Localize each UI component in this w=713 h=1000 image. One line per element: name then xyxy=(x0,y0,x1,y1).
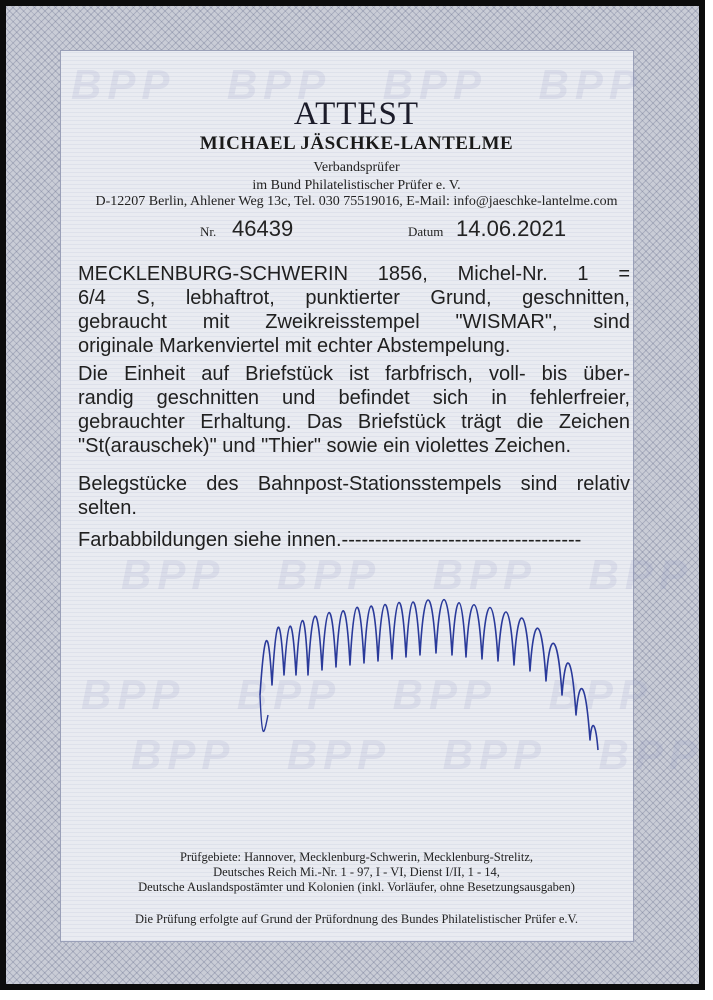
text-line: randig geschnitten und befindet sich in fehlerfreier, xyxy=(78,387,630,409)
date-label: Datum xyxy=(408,224,444,239)
text-line: "St(arauschek)" und "Thier" sowie ein violettes Zeichen. xyxy=(78,435,572,457)
text-line: MECKLENBURG-SCHWERIN 1856, Michel-Nr. 1 = xyxy=(78,263,630,285)
watermark-row: BPP BPP BPP BPP xyxy=(71,61,643,108)
text-line: Belegstücke des Bahnpost-Stationsstempels sind relativ xyxy=(78,473,630,495)
condition-paragraph xyxy=(78,362,630,458)
examiner-association: im Bund Philatelistischer Prüfer e. V. xyxy=(252,178,461,193)
text-line: gebraucht mit Zweikreisstempel "WISMAR", sind xyxy=(78,311,630,333)
text-line: gebrauchter Erhaltung. Das Briefstück trägt die Zeichen xyxy=(78,411,630,433)
watermark-row: BPP BPP BPP BPP xyxy=(81,671,653,718)
certificate-number: 46439 xyxy=(232,216,294,241)
examination-regulation xyxy=(0,912,713,927)
rarity-paragraph xyxy=(78,472,630,520)
examination-areas xyxy=(0,850,713,895)
watermark-row: BPP BPP BPP BPP xyxy=(131,731,703,778)
certificate-title: ATTEST xyxy=(293,96,420,132)
examiner-role: Verbandsprüfer xyxy=(313,160,400,175)
text-line: Die Einheit auf Briefstück ist farbfrisch, voll- bis über- xyxy=(78,363,630,385)
text-line: Farbabbildungen siehe innen.------------------------------------ xyxy=(78,529,582,551)
description-paragraph xyxy=(78,262,630,358)
watermark-row: BPP BPP BPP BPP xyxy=(121,551,693,598)
text-line: 6/4 S, lebhaftrot, punktierter Grund, geschnitten, xyxy=(78,287,630,309)
footer-line: Deutsches Reich Mi.-Nr. 1 - 97, I - VI, Dienst I/II, 1 - 14, xyxy=(213,865,500,879)
footer-line: Prüfgebiete: Hannover, Mecklenburg-Schwerin, Mecklenburg-Strelitz, xyxy=(179,850,534,864)
examiner-signature xyxy=(250,575,650,775)
certificate-date: 14.06.2021 xyxy=(456,216,567,241)
images-note xyxy=(78,528,630,552)
text-line: selten. xyxy=(78,497,137,519)
footer-line: Die Prüfung erfolgte auf Grund der Prüfordnung des Bundes Philatelistischer Prüfer e.V. xyxy=(134,912,579,926)
footer-line: Deutsche Auslandspostämter und Kolonien (inkl. Vorläufer, ohne Besetzungsausgaben) xyxy=(138,880,575,894)
nr-label: Nr. xyxy=(200,224,217,239)
examiner-address: D-12207 Berlin, Ahlener Weg 13c, Tel. 030 75519016, E-Mail: info@jaeschke-lantelme.com xyxy=(95,194,618,209)
text-line: originale Markenviertel mit echter Abstempelung. xyxy=(78,335,511,357)
examiner-name: MICHAEL JÄSCHKE-LANTELME xyxy=(199,133,514,154)
